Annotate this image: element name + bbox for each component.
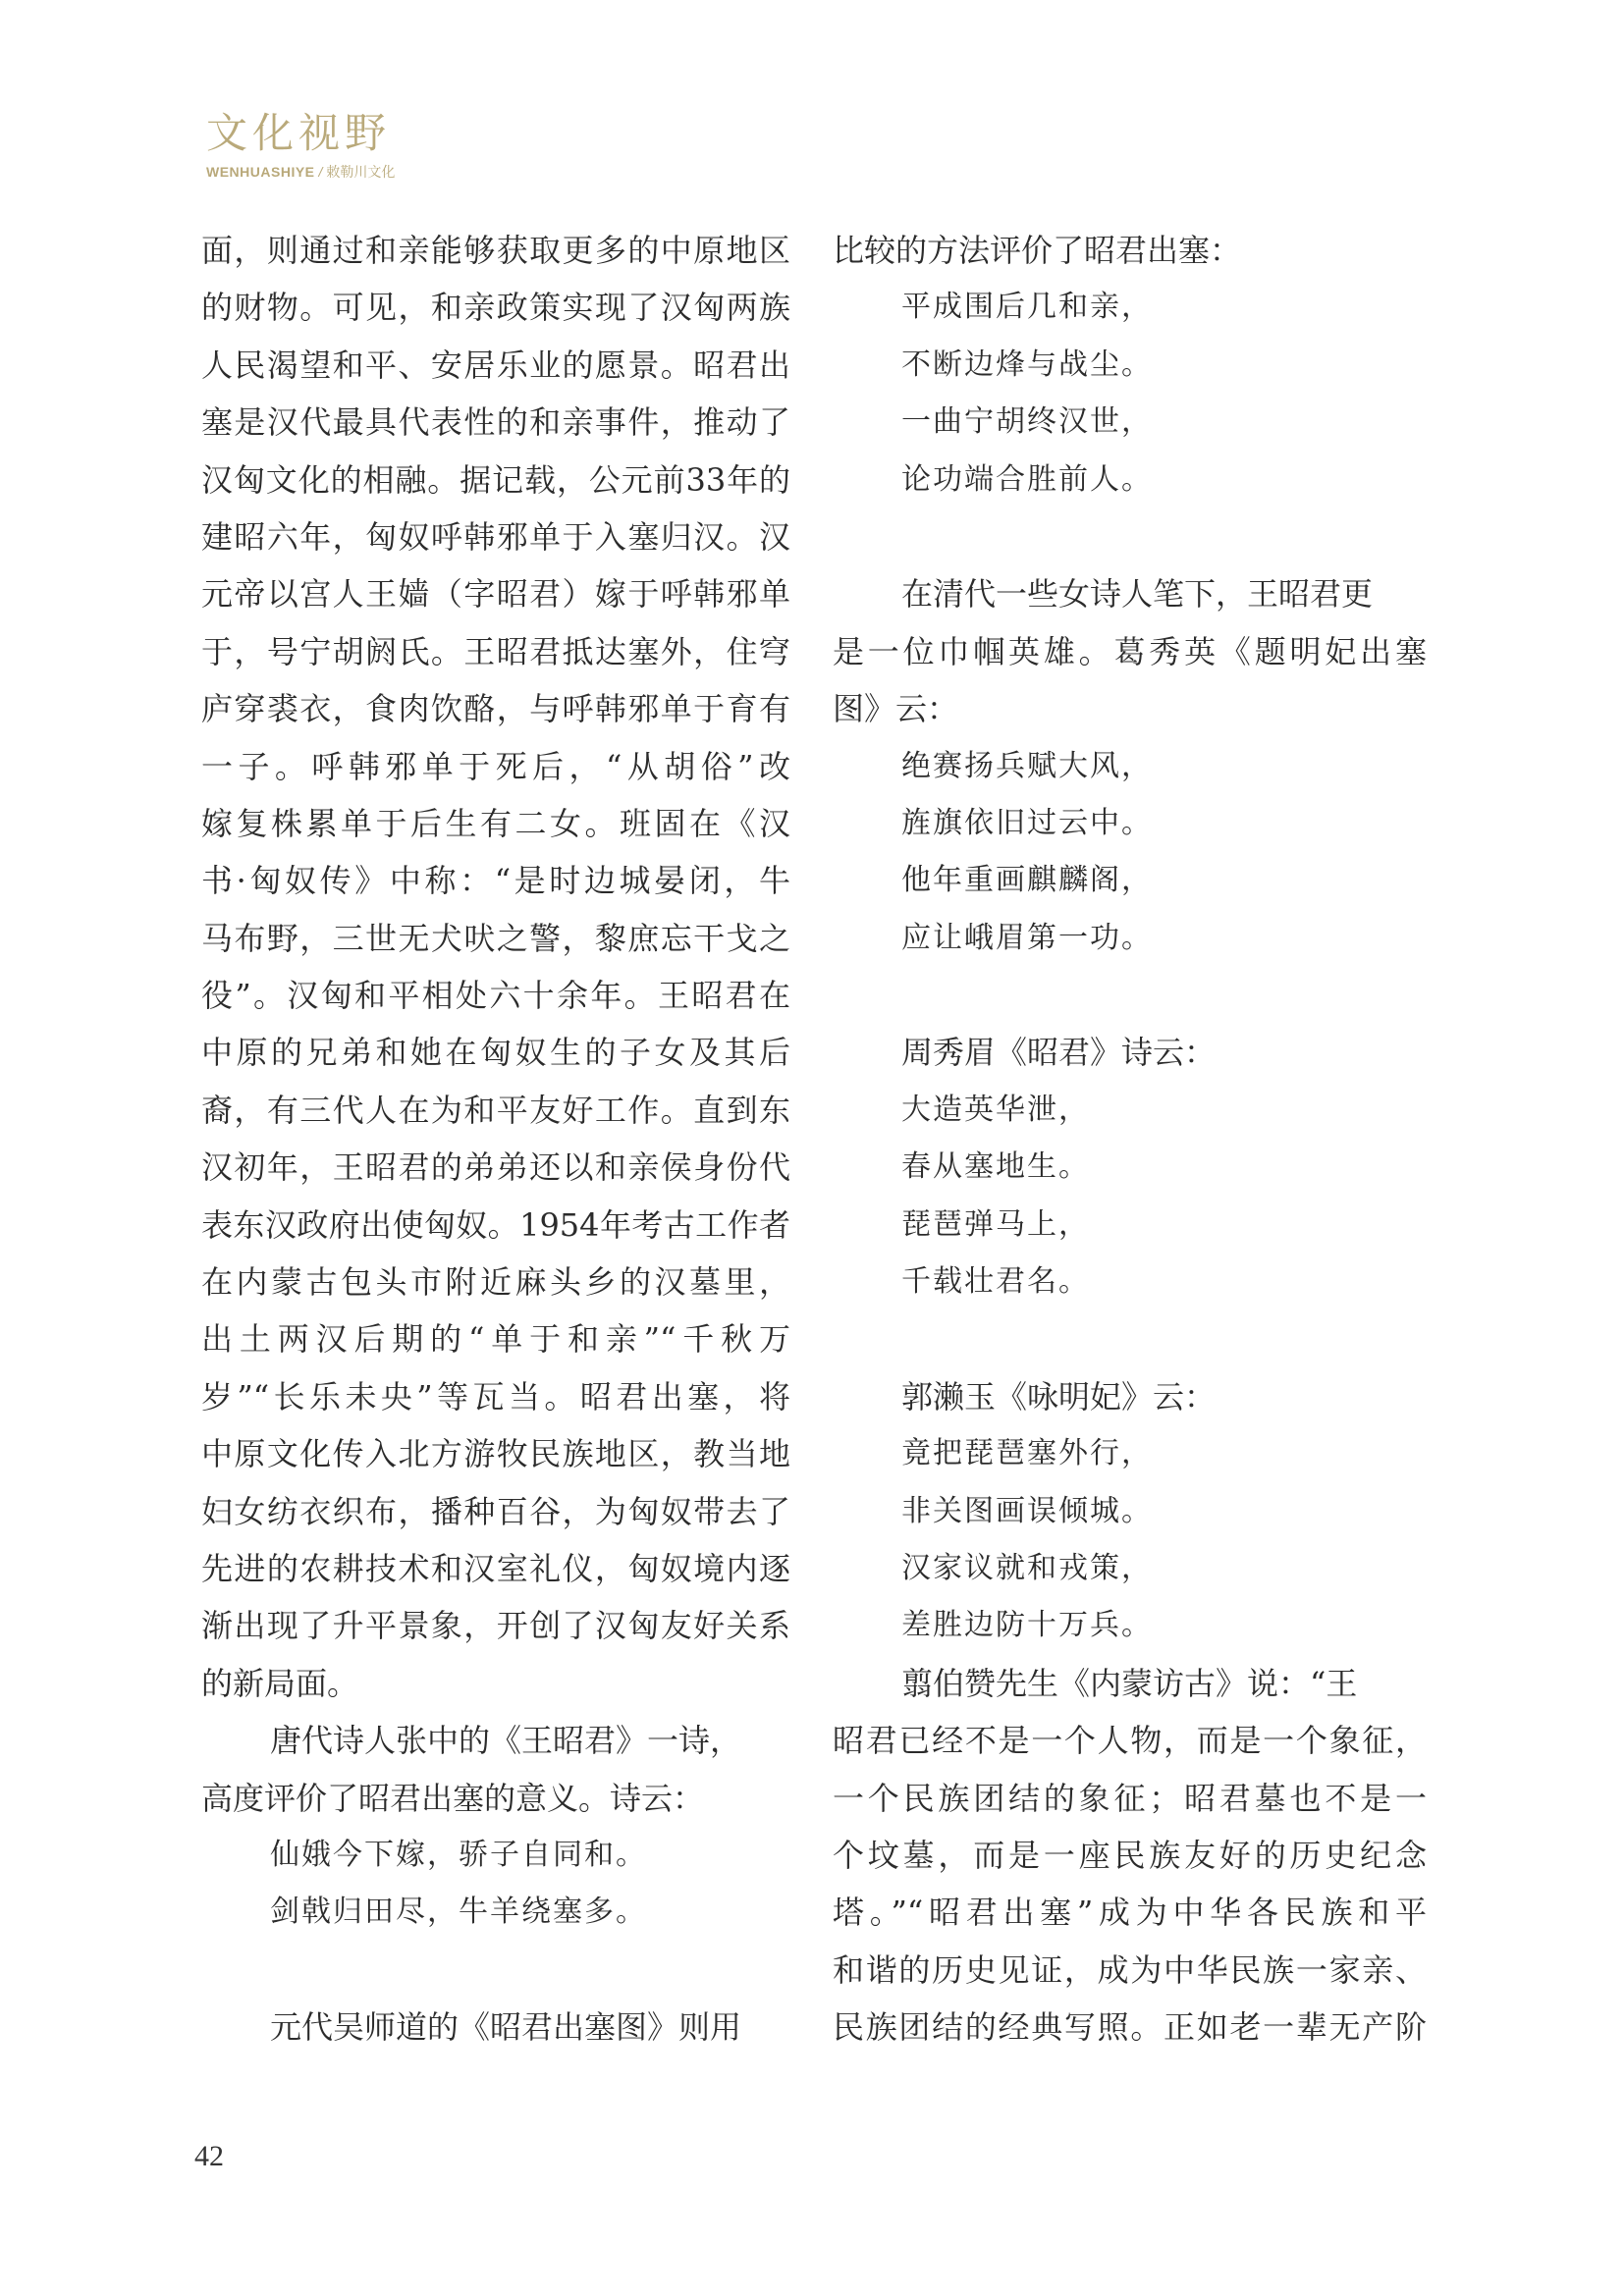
section-header [206,110,395,181]
text-line: 出土两汉后期的“单于和亲”“千秋万 [201,1320,790,1359]
right-text-column [833,222,1427,2056]
text-line: 在内蒙古包头市附近麻头乡的汉墓里， [201,1263,790,1302]
page-number: 42 [194,2140,224,2172]
blank-line [833,508,1427,565]
text-line: 的新局面。 [201,1664,359,1702]
text-line: 岁”“长乐未央”等瓦当。昭君出塞，将 [201,1377,790,1415]
text-line: 一子。呼韩邪单于死后，“从胡俗”改 [201,747,790,785]
text-line: 塞是汉代最具代表性的和亲事件，推动了 [201,403,790,442]
poem-line: 竟把琵琶塞外行， [901,1436,1153,1471]
poem-line: 一曲宁胡终汉世， [901,404,1153,440]
text-line: 是一位巾帼英雄。葛秀英《题明妃出塞 [833,632,1427,670]
poem-line: 剑戟归田尽，牛羊绕塞多。 [270,1895,647,1930]
paragraph-start-line: 元代吴师道的《昭君出塞图》则用 [270,2008,742,2047]
text-line: 塔。”“昭君出塞”成为中华各民族和平 [833,1894,1427,1932]
section-subtitle-column: 敕勒川文化 [326,164,396,180]
poem-line: 绝赛扬兵赋大风， [901,748,1153,783]
text-line: 于，号宁胡阏氏。王昭君抵达塞外，住穹 [201,632,790,670]
text-line: 庐穿裘衣，食肉饮酪，与呼韩邪单于育有 [201,690,790,728]
left-text-column [201,222,790,2056]
text-line: 书·匈奴传》中称：“是时边城晏闭，牛 [201,862,790,900]
section-title: 文化视野 [206,109,392,157]
text-line: 个坟墓，而是一座民族友好的历史纪念 [833,1836,1427,1874]
text-line: 役”。汉匈和平相处六十余年。王昭君在 [201,977,790,1015]
text-line: 妇女纺衣织布，播种百谷，为匈奴带去了 [201,1492,790,1530]
paragraph-start-line: 唐代诗人张中的《王昭君》一诗， [270,1722,742,1760]
poem-line: 应让峨眉第一功。 [901,920,1153,955]
poem-line: 仙娥今下嫁，骄子自同和。 [270,1837,647,1872]
blank-line [833,967,1427,1024]
poem-line: 千载壮君名。 [901,1264,1090,1300]
text-line: 裔，有三代人在为和平友好工作。直到东 [201,1091,790,1129]
text-line: 汉初年，王昭君的弟弟还以和亲侯身份代 [201,1148,790,1187]
paragraph-start-line: 周秀眉《昭君》诗云： [901,1034,1217,1072]
poem-line: 汉家议就和戎策， [901,1550,1153,1585]
text-line: 的财物。可见，和亲政策实现了汉匈两族 [201,289,790,327]
section-subtitle-slash: / [318,164,323,180]
text-line: 比较的方法评价了昭君出塞： [833,232,1242,269]
text-line: 图》云： [833,690,959,728]
paragraph-start-line: 郭濑玉《咏明妃》云： [901,1377,1217,1415]
poem-line: 琵琶弹马上， [901,1206,1090,1242]
text-line: 高度评价了昭君出塞的意义。诗云： [201,1779,705,1817]
poem-line: 他年重画麒麟阁， [901,863,1153,898]
section-subtitle-pinyin: WENHUASHIYE [206,164,315,180]
poem-line: 差胜边防十万兵。 [901,1608,1153,1643]
blank-line [201,1942,790,1999]
text-line: 建昭六年，匈奴呼韩邪单于入塞归汉。汉 [201,517,790,556]
poem-line: 平成围后几和亲， [901,290,1153,325]
text-line: 中原文化传入北方游牧民族地区，教当地 [201,1435,790,1473]
poem-line: 论功端合胜前人。 [901,461,1153,497]
text-line: 表东汉政府出使匈奴。1954年考古工作者 [201,1205,790,1244]
text-line: 人民渴望和平、安居乐业的愿景。昭君出 [201,346,790,384]
blank-line [833,1310,1427,1367]
text-line: 中原的兄弟和她在匈奴生的子女及其后 [201,1034,790,1072]
text-line: 面，则通过和亲能够获取更多的中原地区 [201,232,790,269]
paragraph-start-line: 翦伯赞先生《内蒙访古》说：“王 [901,1664,1358,1702]
text-line: 民族团结的经典写照。正如老一辈无产阶 [833,2008,1427,2047]
poem-line: 旌旗依旧过云中。 [901,805,1153,840]
paragraph-start-line: 在清代一些女诗人笔下，王昭君更 [901,575,1374,614]
text-line: 汉匈文化的相融。据记载，公元前33年的 [201,460,790,499]
poem-line: 春从塞地生。 [901,1149,1090,1185]
text-line: 嫁复株累单于后生有二女。班固在《汉 [201,804,790,842]
poem-line: 大造英华泄， [901,1092,1090,1127]
text-line: 先进的农耕技术和汉室礼仪，匈奴境内逐 [201,1549,790,1587]
text-line: 昭君已经不是一个人物，而是一个象征， [833,1722,1427,1760]
text-line: 渐出现了升平景象，开创了汉匈友好关系 [201,1607,790,1645]
text-line: 元帝以宫人王嫱（字昭君）嫁于呼韩邪单 [201,575,790,614]
text-line: 一个民族团结的象征；昭君墓也不是一 [833,1779,1427,1817]
text-line: 和谐的历史见证，成为中华民族一家亲、 [833,1950,1427,1989]
section-subtitle [206,163,395,181]
poem-line: 非关图画误倾城。 [901,1493,1153,1528]
text-line: 马布野，三世无犬吠之警，黎庶忘干戈之 [201,919,790,957]
poem-line: 不断边烽与战尘。 [901,347,1153,382]
